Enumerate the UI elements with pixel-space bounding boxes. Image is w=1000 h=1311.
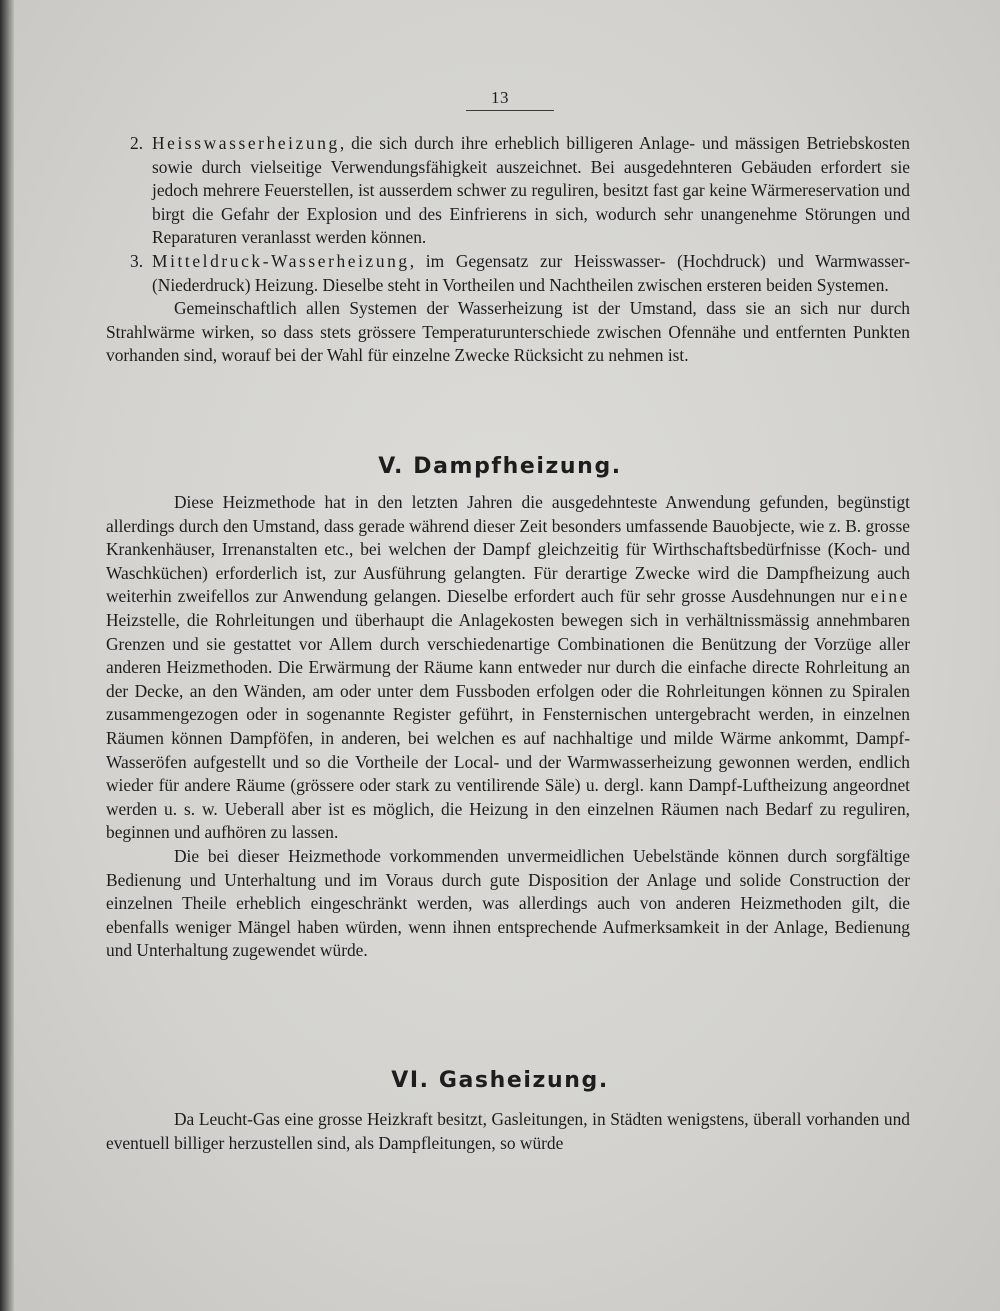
term-heisswasserheizung: Heisswasserheizung (152, 133, 340, 153)
section-gasheizung (106, 1108, 910, 1155)
section-water-heating (106, 132, 910, 368)
emphasis-eine: eine (870, 586, 910, 607)
page-number: 13 (491, 88, 509, 107)
section-dampfheizung (106, 491, 910, 963)
paragraph-gasheizung-1: Da Leucht-Gas eine grosse Heizkraft besitzt, Gasleitungen, in Städten wenigstens, überall vorhanden und eventuell billiger herzustellen sind, als Dampfleitungen, so würde (106, 1109, 910, 1153)
page-binding-edge (0, 0, 14, 1311)
heading-dampfheizung: V. Dampfheizung. (378, 454, 622, 479)
list-item-number: 2. (130, 133, 144, 153)
paragraph-dampfheizung-2: Die bei dieser Heizmethode vorkommenden unvermeidlichen Uebelstände können durch sorgfältige Bedienung und Unterhaltung und im Voraus durch gute Disposition der Anlage und solide Construction der einzelnen Theile erheblich eingeschränkt werden, was allerdings auch von anderen Heizmethoden gilt, die ebenfalls weniger Mängel haben würden, wenn ihnen entsprechende Aufmerksamkeit in der Anlage, Bedienung und Unterhaltung zugewendet würde. (106, 845, 910, 961)
term-mitteldruck-wasserheizung: Mitteldruck-Wasserheizung (152, 250, 410, 271)
paragraph-text: Heizstelle, die Rohrleitungen und überhaupt die Anlagekosten bewegen sich in verhältnissmässig annehmbaren Grenzen und sie gestattet vor Allem durch verschiedenartige Combinationen die Benützung der Vorzüge aller anderen Heizmethoden. Die Erwärmung der Räume kann entweder nur durch die einfache directe Rohrleitung an der Decke, an den Wänden, am oder unter dem Fussboden erfolgen oder die Rohrleitungen können zu Spiralen zusammengezogen oder in sogenannte Register geführt, in Fensternischen untergebracht werden, in einzelnen Räumen können Dampföfen, in anderen, bei welchen es auf nachhaltige und milde Wärme ankommt, Dampf-Wasseröfen aufgestellt und so die Vortheile der Local- und der Warmwasserheizung gewonnen werden, endlich wieder für andere Räume (grössere oder stark zu ventilirende Säle) u. dergl. kann Dampf-Luftheizung angeordnet werden u. s. w. Ueberall aber ist es möglich, die Heizung in den einzelnen Räumen nach Bedarf zu reguliren, beginnen und aufhören zu lassen. (106, 609, 910, 843)
list-item-number: 3. (130, 250, 144, 271)
page-number-rule (466, 110, 554, 111)
list-item-text: , im Gegensatz zur Heisswasser- (Hochdruck) und Warmwasser- (Niederdruck) Heizung. Dieselbe steht in Vortheilen und Nachtheilen zwischen ersteren beiden Systemen. (152, 250, 910, 295)
paragraph-common: Gemeinschaftlich allen Systemen der Wasserheizung ist der Umstand, dass sie an sich nur durch Strahlwärme wirken, so dass stets grössere Temperaturunterschiede zwischen Ofennähe und entfernten Punkten vorhanden sind, worauf bei der Wahl für einzelne Zwecke Rücksicht zu nehmen ist. (106, 298, 910, 366)
paragraph-text: Diese Heizmethode hat in den letzten Jahren die ausgedehnteste Anwendung gefunden, begünstigt allerdings durch den Umstand, dass gerade während dieser Zeit besonders umfassende Bauobjecte, wie z. B. grosse Krankenhäuser, Irrenanstalten etc., bei welchen der Dampf gleichzeitig für Wirthschaftsbedürfnisse (Koch- und Waschküchen) erforderlich ist, zur Ausführung gelangten. Für derartige Zwecke wird die Dampfheizung auch weiterhin zweifellos zur Anwendung gelangen. Dieselbe erfordert auch für sehr grosse Ausdehnungen nur (106, 492, 910, 607)
list-item-text: , die sich durch ihre erheblich billigeren Anlage- und mässigen Betriebskosten sowie durch vielseitige Verwendungsfähigkeit auszeichnet. Bei ausgedehnteren Gebäuden erfordert sie jedoch mehrere Feuerstellen, ist ausserdem schwer zu reguliren, besitzt fast gar keine Wärmereservation und birgt die Gefahr der Explosion und des Einfrierens in sich, wodurch sehr unangenehme Störungen und Reparaturen veranlasst werden können. (152, 133, 910, 248)
list-item-3 (106, 250, 910, 297)
paragraph-dampfheizung-1 (106, 491, 910, 845)
heading-gasheizung: VI. Gasheizung. (391, 1068, 609, 1093)
list-item-2 (106, 132, 910, 250)
